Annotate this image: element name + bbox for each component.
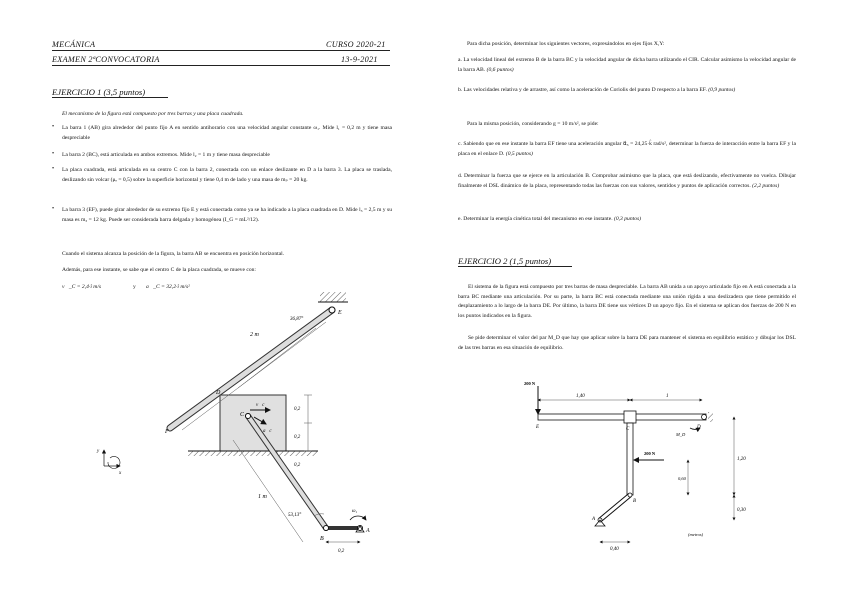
header-rule-2 [52,65,390,66]
question-c-points: (0,5 puntos) [505,150,533,157]
question-e-points: (0,3 puntos) [614,216,642,222]
question-b-text: b. Las velocidades relativa y de arrastre, así como la aceleración de Coriolis del punto D respecto a la barra EF. [458,87,707,93]
exercise-1-underline [52,97,168,98]
force-mid-label: 200 N [644,451,656,456]
same-position-statement: Para la misma posición, considerando g = 10 m/s², se pide: [467,121,599,127]
exam-date: 13-9-2021 [341,55,378,64]
label-vc: v⃗c [256,403,265,408]
floor-hatch [188,451,318,456]
bullet-icon: • [52,151,55,157]
dim-bottom-label: 0,2 [338,549,345,554]
question-a-points: (0,6 puntos) [486,66,514,73]
question-c [458,140,796,159]
label-a: A [592,517,596,522]
force-top-label: 200 N [524,381,536,386]
bar-ab-fill [600,495,630,520]
exercise-1-title: EJERCICIO 1 (3,5 puntos) [52,87,146,97]
label-c: C [626,427,630,432]
bullet-icon: • [52,206,55,212]
label-f: F [165,429,169,435]
question-d-points: (2,2 puntos) [752,182,780,189]
bar-bc [627,423,633,495]
exercise-2-task: Se pide determinar el valor del par M_D que hay que aplicar sobre la barra DE para mantener el sistema en equilibrio estático y dibujar los DSL de las tres barras en esa situación de equilibrio. [458,335,796,351]
label-omega1: ω₁ [352,509,358,514]
rotation-sense-icon [108,456,120,468]
dim-1-label: 1 [666,394,669,399]
header-rule [52,50,390,51]
bullet-bar-3: La barra 3 (EF), puede girar alrededor de su extremo fijo E y está conectada como ya se ha indicado a la placa cuadrada en D. Mide l₃ = 2,5 m y su masa es m₃ = 12 kg. Puede ser considerada barra delgada y homogénea (I_G = mL²/12). [62,207,392,223]
label-c: C [240,412,245,418]
conjunction-y: y [133,284,136,290]
pin-e [329,307,335,313]
question-b-points: (0,9 puntos) [708,87,736,93]
pin-c [246,414,251,419]
bullet-plate: La placa cuadrada, está articulada en su centro C con la barra 2, conectada con un enlace deslizante en D a la barra 3. La placa se traslada, deslizando sin volcar (μₑ = 0,5) sobre la superficie horizontal y tiene 0,4 m de lado y una masa de mₚ = 20 kg. [62,167,392,183]
dim-140-label: 1,40 [576,394,585,399]
exam-label: EXAMEN 2ªCONVOCATORIA [52,55,160,64]
exercise-1-figure [88,290,378,560]
dim-030-label: 0,30 [737,508,746,513]
label-e: E [536,425,540,430]
question-a [458,56,796,75]
exercise-2-title: EJERCICIO 2 (1,5 puntos) [458,256,552,266]
question-e [458,215,796,225]
dim-040-label: 0,40 [610,547,619,552]
instant-statement: Cuando el sistema alcanza la posición de la figura, la barra AB se encuentra en posición horizontal. [62,251,285,257]
question-e-text: e. Determinar la energía cinética total del mecanismo en ese instante. [458,216,613,222]
bullet-bar-2: La barra 2 (BC), está articulada en ambos extremos. Mide l₂ = 1 m y tiene masa despreciable [62,152,270,158]
question-a-text: a. La velocidad lineal del extremo B de la barra BC y la velocidad angular de dicha barra utilizando el CIR. Calcular asimismo la velocidad angular de la barra AB. [458,57,796,73]
dim-mid-label: 0,60 [678,476,686,481]
dim-bc-label: 1 m [258,494,267,500]
velocity-c: v⃗_C = 2,4·î m/s [62,284,102,290]
questions-intro: Para dicha posición, determinar los siguientes vectores, expresándolos en ejes fijos X,Y: [467,41,665,47]
support-e-hatch [320,292,346,302]
question-d-text: d. Determinar la fuerza que se ejerce en la articulación B. Comprobar asimismo que la placa, que está deslizando, efectivamente no vuelca. Dibujar finalmente el DSL dinámico de la placa, representando todas las fuerzas con sus valores, sentidos y puntos de aplicación correctos. [458,173,796,189]
bar-bc [248,416,326,528]
label-d: D [697,425,701,430]
label-b: B [633,499,637,504]
bar-de [538,414,706,420]
axis-x-label: x [119,471,122,476]
acceleration-c: a⃗_C = 32,2·î m/s² [146,284,190,290]
slider-c [624,411,636,423]
exercise-2-description: El sistema de la figura está compuesto por tres barras de masa despreciable. La barra AB unida a un apoyo articulado fijo en A está conectada a la barra BC mediante una articulación. Por su parte, la barra BC está conectada mediante una unión rígida a una deslizadera que tiene permitido el desplazamiento a lo largo de la barra DE. Por último, la barra DE tiene sus vértices D un apoyo fijo. En el sistema se aplican dos fuerzas de 200 N en los puntos indicados en la figura. [458,284,796,319]
exercise-2-figure [520,380,780,558]
omega1-arc [350,516,366,520]
angle-e-label: 36,87° [290,317,304,322]
dim-ef-label: 2 m [250,332,259,338]
subject-title: MECÁNICA [52,40,96,49]
label-ac: a⃗c [263,429,272,434]
label-d: D [216,390,221,396]
bullet-bar-1: La barra 1 (AB) gira alrededor del punto fijo A en sentido antihorario con una velocidad angular constante ω₁. Mide l₁ = 0,2 m y tiene masa despreciable [62,125,392,141]
pin-d [702,415,707,420]
exercise-2-underline [458,266,572,267]
bullet-icon: • [52,166,55,172]
exercise-1-intro: El mecanismo de la figura está compuesto por tres barras y una placa cuadrada. [62,111,244,117]
label-md: M_D [676,432,686,437]
question-d [458,172,796,191]
dim-120-label: 1,20 [737,457,746,462]
label-a: A [366,528,370,534]
dim-02-c: 0,2 [294,463,301,468]
course-label: CURSO 2020-21 [326,40,386,49]
dim-02-a: 0,2 [294,407,301,412]
question-c-text: c. Sabiendo que en ese instante la barra EF tiene una aceleración angular α⃗₃ = 24,25·k̂ rad/s², determinar la fuerza de interacción entre la barra EF y la placa en el enlace D. [458,141,796,157]
pin-b [324,526,329,531]
label-e: E [338,310,342,316]
question-b [458,86,796,96]
support-d-hatch [708,412,713,422]
label-b: B [320,536,324,542]
angle-b-label: 53,13° [288,513,302,518]
bullet-icon: • [52,124,55,130]
dim-02-b: 0,2 [294,435,301,440]
given-statement: Además, para ese instante, se sabe que el centro C de la placa cuadrada, se mueve con: [62,267,256,273]
axis-y-label: y [97,449,100,454]
pin-b [628,493,632,497]
units-label: (metros) [688,532,704,537]
